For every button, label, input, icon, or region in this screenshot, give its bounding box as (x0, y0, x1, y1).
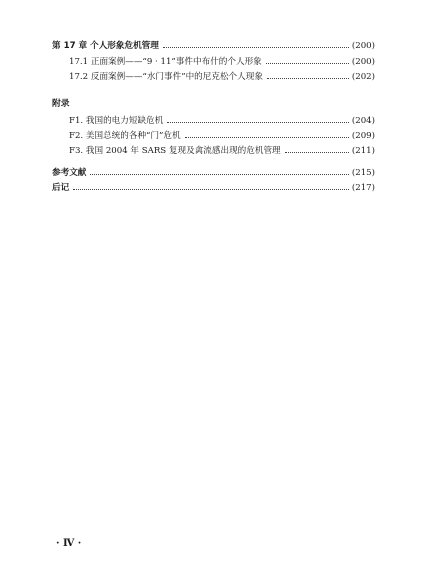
page-number: (217) (351, 183, 375, 193)
chapter-title: 第 17 章 个人形象危机管理 (52, 41, 159, 51)
dot-leader (267, 77, 349, 79)
entry-title: 17.1 正面案例——“9 · 11”事件中布什的个人形象 (69, 57, 262, 67)
entry-title: F2. 美国总统的各种“门”危机 (69, 131, 181, 141)
page-number: (200) (351, 41, 375, 51)
page-number: (215) (351, 168, 375, 178)
page-number: (211) (351, 146, 375, 156)
afterword-title: 后记 (52, 183, 70, 193)
toc-entry-chapter-17 (0, 39, 427, 53)
page-folio: · Ⅳ · (56, 538, 82, 549)
toc-entry-references (0, 166, 427, 180)
toc-entry-17-1 (0, 55, 427, 69)
toc-entry-afterword (0, 181, 427, 195)
page-number: (209) (351, 131, 375, 141)
references-title: 参考文献 (52, 168, 87, 178)
dot-leader (285, 151, 349, 153)
page-number: (204) (351, 116, 375, 126)
entry-title: F3. 我国 2004 年 SARS 复现及禽流感出现的危机管理 (69, 146, 281, 156)
dot-leader (163, 46, 349, 48)
toc-entry-17-2 (0, 70, 427, 84)
dot-leader (266, 62, 349, 64)
entry-title: F1. 我国的电力短缺危机 (69, 116, 164, 126)
toc-entry-f1 (0, 114, 427, 128)
page-number: (200) (351, 57, 375, 67)
dot-leader (73, 188, 349, 190)
entry-title: 17.2 反面案例——“水门事件”中的尼克松个人现象 (69, 72, 263, 82)
page-number: (202) (351, 72, 375, 82)
dot-leader (185, 136, 349, 138)
dot-leader (167, 121, 349, 123)
dot-leader (90, 173, 349, 175)
appendix-heading: 附录 (52, 99, 70, 109)
toc-entry-f3 (0, 144, 427, 158)
toc-entry-f2 (0, 129, 427, 143)
